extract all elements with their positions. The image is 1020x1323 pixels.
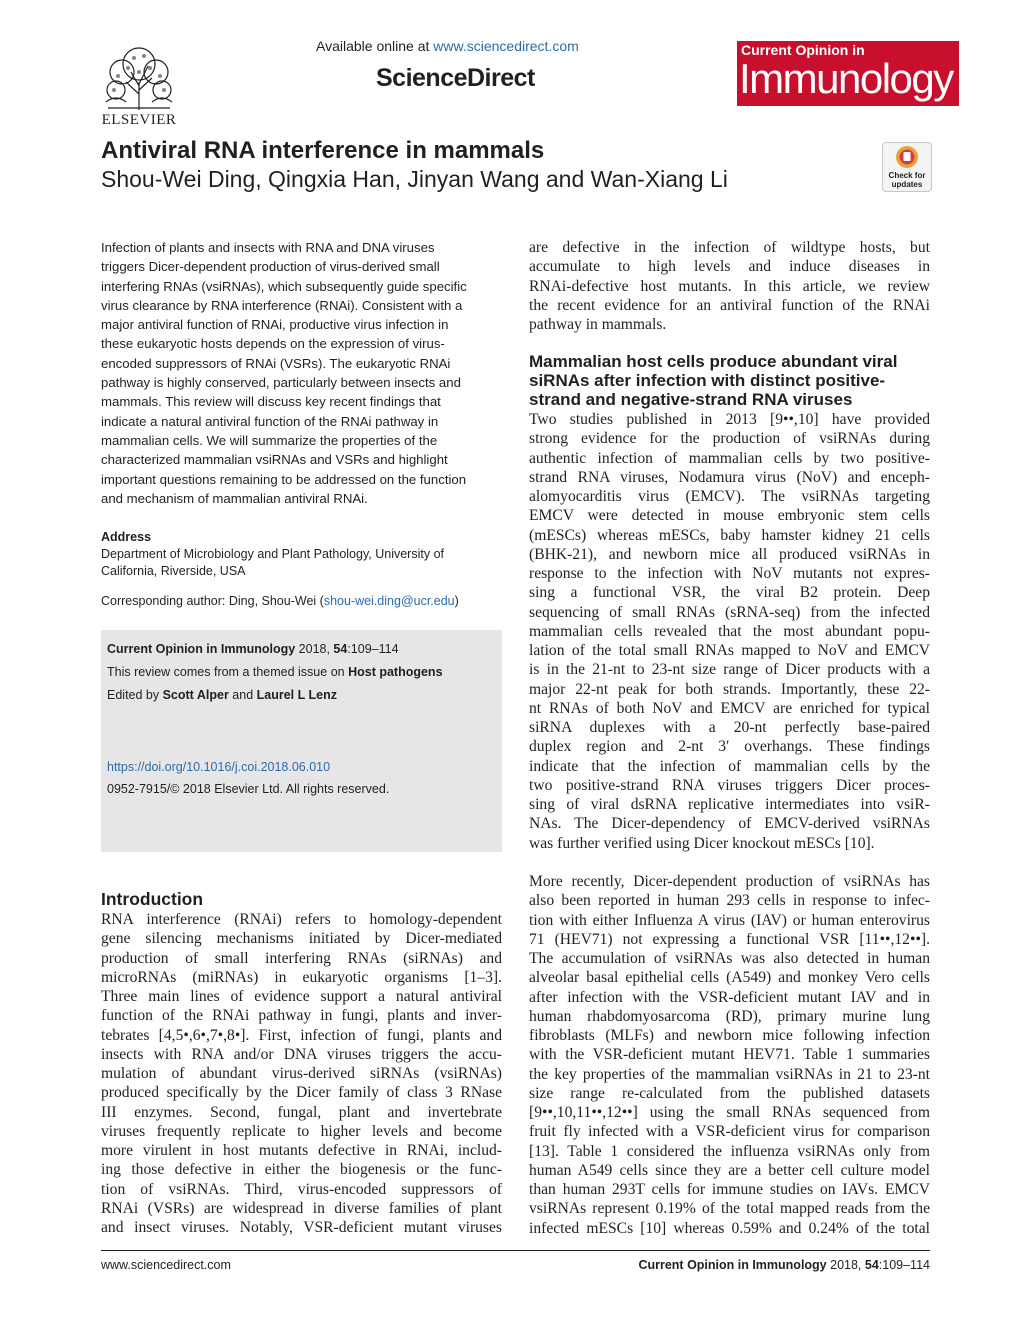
right-paragraph-3 xyxy=(529,872,930,1238)
body-line: pathway in mammals. xyxy=(529,316,667,333)
article-title: Antiviral RNA interference in mammals xyxy=(101,137,545,164)
body-line: with the VSR-deficient mutant HEV71. Table 1 summaries xyxy=(529,1046,930,1064)
abstract-line: these eukaryotic hosts depends on the expression of virus- xyxy=(101,336,445,352)
available-prefix: Available online at xyxy=(316,38,434,54)
article-authors: Shou-Wei Ding, Qingxia Han, Jinyan Wang and Wan-Xiang Li xyxy=(101,166,728,192)
intro-line: Three main lines of evidence support a natural antiviral xyxy=(101,988,502,1005)
body-line: (mESCs) whereas mESCs, baby hamster kidney 21 cells xyxy=(529,526,930,544)
body-line: siRNA duplexes with a 20-nt perfectly base-paired xyxy=(529,719,930,736)
abstract-line: mammalian cells. We will summarize the properties of the xyxy=(101,432,438,448)
body-line: alveolar basal epithelial cells (A549) and monkey Vero cells xyxy=(529,969,930,987)
body-line: are defective in the infection of wildtype hosts, but xyxy=(529,239,930,256)
available-online-line xyxy=(316,38,579,54)
footer-volume: 54 xyxy=(864,1258,879,1272)
journal-logo xyxy=(737,41,959,106)
body-line: vsiRNAs represent 0.19% of the total mapped reads from the xyxy=(529,1200,930,1218)
theme-name: Host pathogens xyxy=(348,665,443,679)
intro-line: production of small interfering RNAs (siRNAs) and xyxy=(101,949,502,967)
body-line: fibroblasts (MLFs) and newborn mice following infection xyxy=(529,1027,930,1044)
body-line: nt RNAs of both NoV and EMCV are enriched for typical xyxy=(529,699,930,717)
abstract xyxy=(101,238,493,508)
doi-link[interactable]: https://doi.org/10.1016/j.coi.2018.06.010 xyxy=(107,760,331,774)
body-line: major 22-nt peak for both strands. Importantly, these 22- xyxy=(529,680,930,698)
body-line: two positive-strand RNA viruses triggers Dicer proces- xyxy=(529,776,930,794)
address-text xyxy=(101,546,493,579)
footer-journal: Current Opinion in Immunology xyxy=(638,1258,827,1272)
abstract-line: major antiviral function of RNAi, productive virus infection in xyxy=(101,317,449,333)
sciencedirect-brand: ScienceDirect xyxy=(376,64,535,92)
check-updates-icon xyxy=(883,143,931,173)
citation-line xyxy=(107,642,399,656)
intro-line: and insect viruses. Notably, VSR-deficient mutant viruses xyxy=(101,1219,502,1236)
body-line: than human 293T cells for immune studies on IAVs. EMCV xyxy=(529,1181,930,1198)
abstract-line: encoded suppressors of RNAi (VSRs). The eukaryotic RNAi xyxy=(101,355,451,371)
abstract-line: mammals. This review will discuss key recent findings that xyxy=(101,394,441,410)
badge-line1: Check for xyxy=(888,171,926,180)
copyright-line: 0952-7915/© 2018 Elsevier Ltd. All rights reserved. xyxy=(107,782,390,796)
intro-line: III enzymes. Second, fungal, plant and invertebrate xyxy=(101,1103,502,1121)
body-line: RNAi-defective host mutants. In this article, we review xyxy=(529,277,930,295)
intro-line: more virulent in host mutants defective in RNAi, includ- xyxy=(101,1142,502,1159)
address-line2: California, Riverside, USA xyxy=(101,563,246,578)
edited-by-line xyxy=(107,688,337,702)
body-line: also been reported in human 293 cells in response to infec- xyxy=(529,892,930,910)
corresponding-suffix: ) xyxy=(454,594,459,608)
abstract-line: and mechanism of mammalian antiviral RNAi. xyxy=(101,490,368,506)
journal-logo-line2: Immunology xyxy=(739,55,953,102)
intro-line: tion of vsiRNAs. Third, virus-encoded suppressors of xyxy=(101,1180,502,1198)
intro-line: RNA interference (RNAi) refers to homology-dependent xyxy=(101,911,502,928)
editor-2: Laurel L Lenz xyxy=(256,688,337,702)
body-line: indicate that the infection of mammalian cells by the xyxy=(529,757,930,775)
body-line: the recent evidence for an antiviral function of the RNAi xyxy=(529,296,930,314)
author-email-link[interactable]: shou-wei.ding@ucr.edu xyxy=(323,594,455,608)
body-line: 71 (HEV71) not expressing a functional VSR [11••,12••]. xyxy=(529,930,930,948)
footer-divider xyxy=(101,1250,930,1251)
intro-line: viruses frequently replicate to higher levels and become xyxy=(101,1122,502,1140)
section-heading-line2: siRNAs after infection with distinct positive- xyxy=(529,371,886,390)
body-line: tion with either Influenza A virus (IAV) or human enterovirus xyxy=(529,911,930,929)
abstract-line: Infection of plants and insects with RNA and DNA viruses xyxy=(101,240,435,255)
body-line: More recently, Dicer-dependent production of vsiRNAs has xyxy=(529,873,930,890)
body-line: alomyocarditis virus (EMCV). The vsiRNAs targeting xyxy=(529,488,930,505)
body-line: sing a functional VSR, the viral B2 protein. Deep xyxy=(529,584,930,602)
body-line: mammalian cells revealed that the most abundant popu- xyxy=(529,622,930,640)
edited-prefix: Edited by xyxy=(107,688,163,702)
edited-and: and xyxy=(228,688,257,702)
body-line: the key properties of the mammalian vsiRNAs in 21 to 23-nt xyxy=(529,1065,930,1083)
body-line: (BHK-21), and newborn mice all produced vsiRNAs in xyxy=(529,545,930,563)
body-line: infected mESCs [10] whereas 0.59% and 0.24% of the total xyxy=(529,1219,930,1237)
badge-line2: updates xyxy=(891,180,923,189)
abstract-line: important questions remaining to be addressed on the function xyxy=(101,471,467,487)
address-heading: Address xyxy=(101,530,152,544)
theme-prefix: This review comes from a themed issue on xyxy=(107,665,349,679)
corresponding-prefix: Corresponding author: Ding, Shou-Wei ( xyxy=(101,594,324,608)
journal-logo-line1: Current Opinion in xyxy=(741,42,865,58)
body-line: accumulate to high levels and induce diseases in xyxy=(529,258,930,276)
body-line: human rhabdomyosarcoma (RD), primary murine lung xyxy=(529,1007,930,1025)
body-line: duplex region and 2-nt 3′ overhangs. These findings xyxy=(529,738,930,756)
abstract-line: indicate a natural antiviral function of the RNAi pathway in xyxy=(101,413,439,429)
intro-line: RNAi (VSRs) are widespread in diverse families of plant xyxy=(101,1199,502,1217)
corresponding-author xyxy=(101,594,459,608)
section-heading xyxy=(529,352,931,409)
elsevier-logo xyxy=(98,42,180,128)
section-heading-line3: strand and negative-strand RNA viruses xyxy=(529,390,853,409)
body-line: [13]. Table 1 considered the influenza vsiRNAs only from xyxy=(529,1142,930,1160)
body-line: human A549 cells since they are a better cell culture model xyxy=(529,1161,930,1179)
sciencedirect-link[interactable]: www.sciencedirect.com xyxy=(433,38,579,54)
body-line: EMCV were detected in mouse embryonic stem cells xyxy=(529,507,930,525)
footer-year: 2018, xyxy=(826,1258,865,1272)
body-line: lation of the total small RNAs mapped to NoV and EMCV xyxy=(529,642,930,659)
abstract-line: triggers Dicer-dependent production of virus-derived small xyxy=(101,259,440,275)
editor-1: Scott Alper xyxy=(162,688,229,702)
abstract-line: virus clearance by RNA interference (RNAi). Consistent with a xyxy=(101,297,463,313)
check-for-updates-badge[interactable] xyxy=(882,142,932,192)
intro-line: microRNAs (miRNAs) in eukaryotic organisms [1–3]. xyxy=(101,968,502,986)
body-line: fruit fly infected with a VSR-deficient virus for comparison xyxy=(529,1123,930,1141)
intro-line: insects with RNA and/or DNA viruses triggers the accu- xyxy=(101,1045,502,1063)
body-line: NAs. The Dicer-dependency of EMCV-derived vsiRNAs xyxy=(529,815,930,833)
body-line: strand RNA viruses, Nodamura virus (NoV) and enceph- xyxy=(529,468,930,486)
elsevier-wordmark: ELSEVIER xyxy=(101,112,177,128)
body-line: was further verified using Dicer knockout mESCs [10]. xyxy=(529,834,875,852)
body-line: response to the infection with NoV mutants not expres- xyxy=(529,565,930,582)
address-line1: Department of Microbiology and Plant Pathology, University of xyxy=(101,547,444,561)
info-journal: Current Opinion in Immunology xyxy=(107,642,296,656)
abstract-line: interfering RNAs (vsiRNAs), which subsequently guide specific xyxy=(101,278,467,294)
body-line: sequencing of small RNAs (sRNA-seq) from the infected xyxy=(529,603,930,621)
info-volume: 54 xyxy=(333,642,348,656)
article-info-box xyxy=(101,630,502,852)
introduction-heading: Introduction xyxy=(101,889,204,909)
themed-issue-line xyxy=(107,665,443,679)
right-paragraph-2 xyxy=(529,410,930,853)
intro-line: function of the RNAi pathway in fungi, plants and inver- xyxy=(101,1007,502,1025)
info-year: 2018, xyxy=(295,642,334,656)
body-line: sing of viral dsRNA replicative intermediates into vsiR- xyxy=(529,796,930,813)
footer-pages: :109–114 xyxy=(878,1258,930,1272)
body-line: The accumulation of vsiRNAs was also detected in human xyxy=(529,950,930,967)
abstract-line: characterized mammalian vsiRNAs and VSRs and highlight xyxy=(101,452,448,468)
right-paragraph-1 xyxy=(529,238,930,334)
footer-citation xyxy=(638,1258,930,1272)
body-line: is in the 21-nt to 23-nt size range of Dicer products with a xyxy=(529,661,930,679)
introduction-text xyxy=(101,910,502,1237)
intro-line: produced specifically by the Dicer family of class 3 RNase xyxy=(101,1084,502,1102)
body-line: strong evidence for the production of vsiRNAs during xyxy=(529,430,930,448)
intro-line: mulation of abundant virus-derived siRNAs (vsiRNAs) xyxy=(101,1065,502,1082)
body-line: size range re-calculated from the published datasets xyxy=(529,1084,930,1102)
body-line: authentic infection of mammalian cells by two positive- xyxy=(529,449,930,467)
info-pages: :109–114 xyxy=(347,642,399,656)
intro-line: ing those defective in either the biogenesis or the func- xyxy=(101,1161,502,1179)
footer-website[interactable]: www.sciencedirect.com xyxy=(101,1258,231,1272)
body-line: after infection with the VSR-deficient mutant IAV and in xyxy=(529,988,930,1006)
body-line: [9••,10,11••,12••] using the small RNAs sequenced from xyxy=(529,1104,930,1121)
abstract-text xyxy=(101,238,493,508)
body-line: Two studies published in 2013 [9••,10] have provided xyxy=(529,411,930,428)
intro-line: tebrates [4,5•,6•,7•,8•]. First, infection of fungi, plants and xyxy=(101,1026,502,1044)
intro-line: gene silencing mechanisms initiated by Dicer-mediated xyxy=(101,930,502,948)
section-heading-line1: Mammalian host cells produce abundant viral xyxy=(529,352,898,371)
abstract-line: pathway is highly conserved, particularly between insects and xyxy=(101,375,461,391)
